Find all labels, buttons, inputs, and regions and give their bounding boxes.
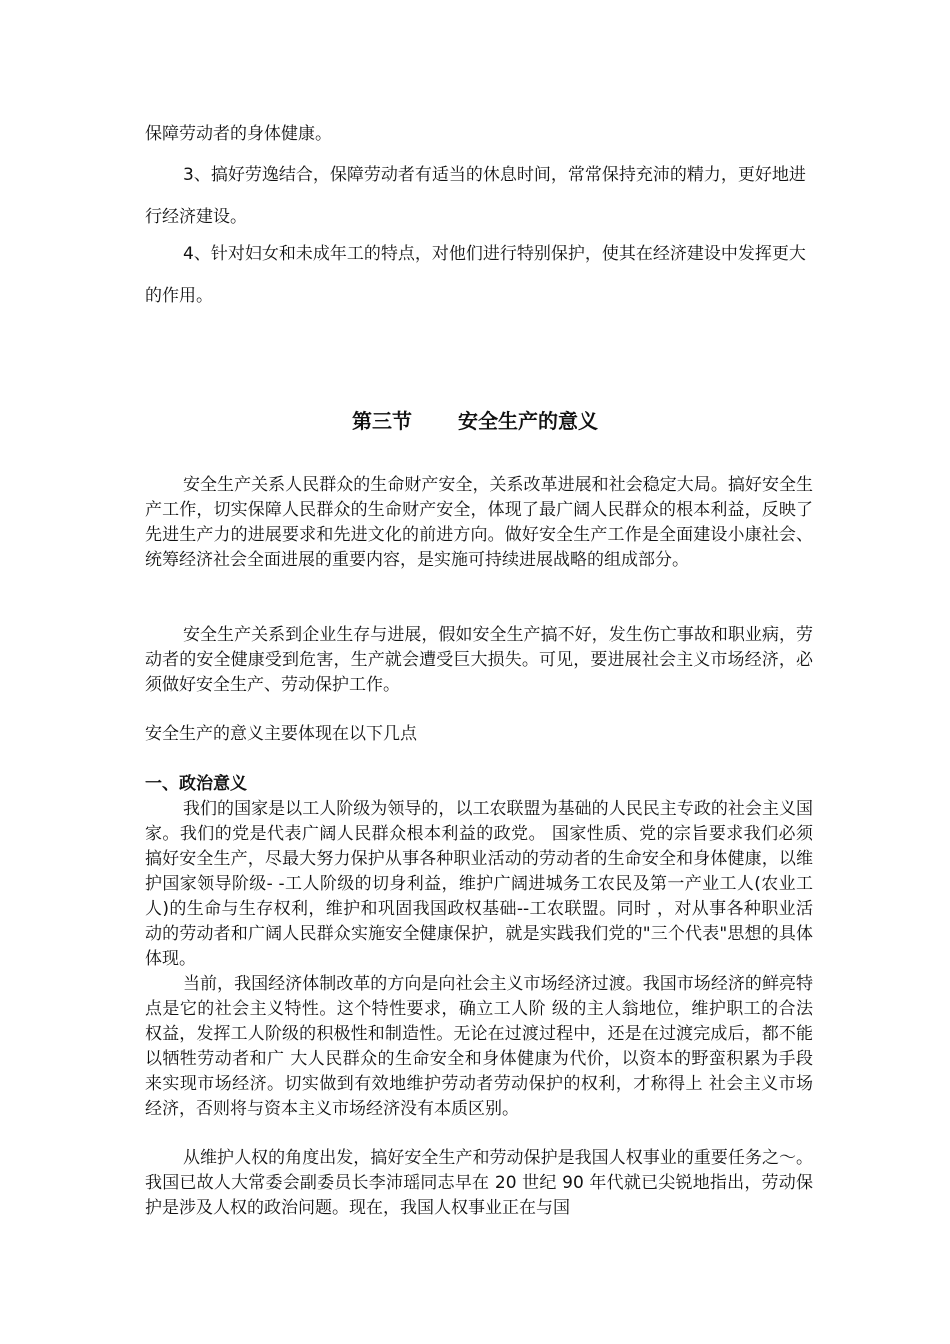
political-heading: 一、政治意义 (145, 774, 247, 794)
intro-paragraph-3: 4、针对妇女和未成年工的特点，对他们进行特别保护，使其在经济建设中发挥更大的作用。 (145, 244, 806, 306)
paragraph-2: 安全生产关系到企业生存与进展，假如安全生产搞不好，发生伤亡事故和职业病，劳动者的安全健康受到危害，生产就会遭受巨大损失。可见，要进展社会主义市场经济，必须做好安全生产、劳动保护工作。 (145, 625, 813, 695)
political-paragraph-2: 当前，我国经济体制改革的方向是向社会主义市场经济过渡。我国市场经济的鲜亮特点是它的社会主义特性。这个特性要求，确立工人阶 级的主人翁地位，维护职工的合法权益，发挥工人阶级的积极性和制造性。无论在过渡过程中，还是在过渡完成后，都不能以牺牲劳动者和广 大人民群众的生命安全和身体健康为代价，以资本的野蛮积累为手段来实现市场经济。切实做到有效地维护劳动者劳动保护的权利，才称得上 社会主义市场经济，否则将与资本主义市场经济没有本质区别。 (145, 974, 813, 1119)
intro-paragraph-1: 保障劳动者的身体健康。 (145, 124, 332, 144)
section-title-text: 安全生产的意义 (458, 409, 598, 433)
political-paragraph-3: 从维护人权的角度出发，搞好安全生产和劳动保护是我国人权事业的重要任务之～。我国已故人大常委会副委员长李沛瑶同志早在 20 世纪 90 年代就已尖锐地指出，劳动保护是涉及人权的政治问题。现在，我国人权事业正在与国 (145, 1148, 813, 1218)
section-label: 第三节 (352, 409, 412, 433)
political-paragraph-1: 我们的国家是以工人阶级为领导的，以工农联盟为基础的人民民主专政的社会主义国家。我们的党是代表广阔人民群众根本利益的政党。 国家性质、党的宗旨要求我们必须搞好安全生产，尽最大努力保护从事各种职业活动的劳动者的生命安全和身体健康，以维护国家领导阶级- -工人阶级的切身利益，维护广阔进城务工农民及第一产业工人(农业工人)的生命与生存权利，维护和巩固我国政权基础--工农联盟。同时 ，对从事各种职业活动的劳动者和广阔人民群众实施安全健康保护，就是实践我们党的"三个代表"思想的具体体现。 (145, 799, 813, 969)
paragraph-1: 安全生产关系人民群众的生命财产安全，关系改革进展和社会稳定大局。搞好安全生产工作，切实保障人民群众的生命财产安全，体现了最广阔人民群众的根本利益，反映了先进生产力的进展要求和先进文化的前进方向。做好安全生产工作是全面建设小康社会、统筹经济社会全面进展的重要内容，是实施可持续进展战略的组成部分。 (145, 475, 813, 570)
intro-paragraph-2: 3、搞好劳逸结合，保障劳动者有适当的休息时间，常常保持充沛的精力，更好地进行经济建设。 (145, 165, 806, 227)
section-title (0, 401, 950, 441)
paragraph-3: 安全生产的意义主要体现在以下几点 (145, 724, 417, 744)
